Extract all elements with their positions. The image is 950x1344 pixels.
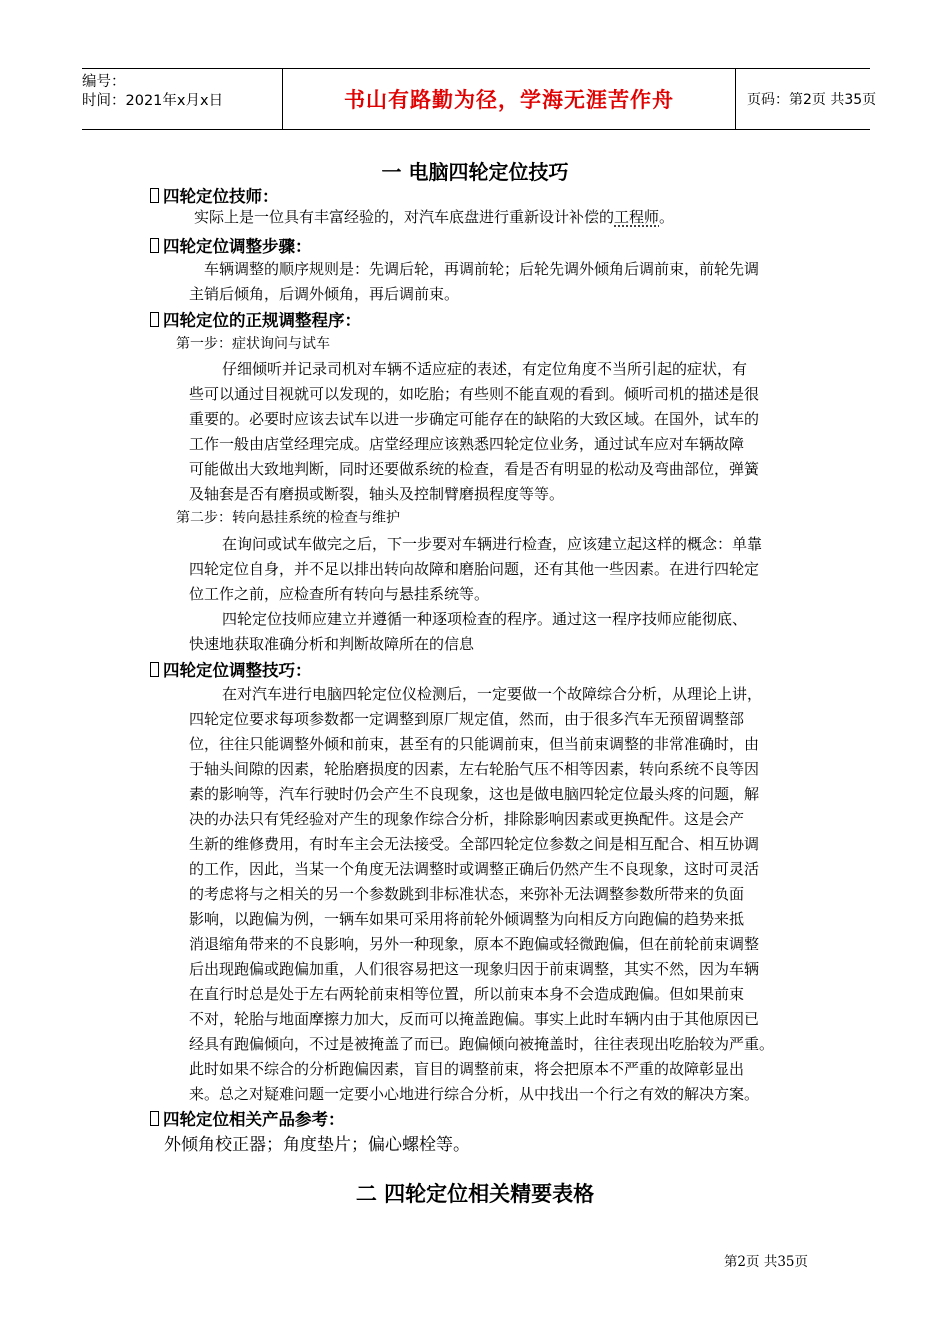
bullet-icon: [150, 238, 159, 253]
skills-line: 素的影响等，汽车行驶时仍会产生不良现象，这也是做电脑四轮定位最头疼的问题，解: [189, 785, 760, 803]
skills-line: 此时如果不综合的分析跑偏因素，盲目的调整前束，将会把原本不严重的故障彰显出: [189, 1060, 745, 1078]
skills-line: 生新的维修费用，有时车主会无法接受。全部四轮定位参数之间是相互配合、相互协调: [189, 835, 760, 853]
technician-text: 实际上是一位具有丰富经验的，对汽车底盘进行重新设计补偿的工程师。: [194, 208, 675, 226]
step1-line: 及轴套是否有磨损或断裂，轴头及控制臂磨损程度等等。: [189, 485, 565, 503]
skills-line: 位，往往只能调整外倾和前束，甚至有的只能调前束，但当前束调整的非常准确时，由: [189, 735, 760, 753]
products-text: 外倾角校正器；角度垫片；偏心螺栓等。: [164, 1135, 470, 1155]
steps-line: 车辆调整的顺序规则是：先调后轮，再调前轮；后轮先调外倾角后调前束，前轮先调: [204, 260, 760, 278]
page-header: [82, 68, 877, 130]
step1-line: 仔细倾听并记录司机对车辆不适应症的表述，有定位角度不当所引起的症状，有: [222, 360, 748, 378]
step1-line: 工作一般由店堂经理完成。店堂经理应该熟悉四轮定位业务，通过试车应对车辆故障: [189, 435, 745, 453]
step2-line: 四轮定位自身，并不足以排出转向故障和磨胎问题，还有其他一些因素。在进行四轮定: [189, 560, 760, 578]
skills-line: 不对，轮胎与地面摩擦力加大，反而可以掩盖跑偏。事实上此时车辆内由于其他原因已: [189, 1010, 760, 1028]
bullet-icon: [150, 312, 159, 327]
heading-procedure: 四轮定位的正规调整程序：: [150, 307, 361, 331]
bullet-icon: [150, 1111, 159, 1126]
step2-line: 位工作之前，应检查所有转向与悬挂系统等。: [189, 585, 490, 603]
heading-technician: 四轮定位技师：: [150, 183, 279, 207]
header-date: 时间：2021年x月x日: [82, 93, 224, 109]
step2-label: 第二步：转向悬挂系统的检查与维护: [176, 510, 400, 526]
heading-steps: 四轮定位调整步骤：: [150, 233, 312, 257]
skills-line: 在对汽车进行电脑四轮定位仪检测后，一定要做一个故障综合分析，从理论上讲，: [222, 685, 763, 703]
skills-line: 经具有跑偏倾向，不过是被掩盖了而已。跑偏倾向被掩盖时，往往表现出吃胎较为严重。: [189, 1035, 775, 1053]
header-page: 页码：第2页 共35页: [747, 92, 877, 108]
step2-line: 快速地获取准确分析和判断故障所在的信息: [189, 635, 475, 653]
skills-line: 四轮定位要求每项参数都一定调整到原厂规定值，然而，由于很多汽车无预留调整部: [189, 710, 745, 728]
header-motto-cell: [282, 69, 736, 129]
step1-line: 重要的。必要时应该去试车以进一步确定可能存在的缺陷的大致区域。在国外，试车的: [189, 410, 760, 428]
heading-skills: 四轮定位调整技巧：: [150, 657, 312, 681]
section2-title: 二 四轮定位相关精要表格: [355, 1182, 595, 1206]
step1-line: 些可以通过目视就可以发现的，如吃胎；有些则不能直观的看到。倾听司机的描述是很: [189, 385, 760, 403]
header-motto: 书山有路勤为径，学海无涯苦作舟: [344, 88, 674, 112]
section1-title: 一 电脑四轮定位技巧: [381, 160, 569, 184]
skills-line: 的工作，因此，当某一个角度无法调整时或调整正确后仍然产生不良现象，这时可灵活: [189, 860, 760, 878]
skills-line: 于轴头间隙的因素，轮胎磨损度的因素，左右轮胎气压不相等因素，转向系统不良等因: [189, 760, 760, 778]
skills-line: 来。总之对疑难问题一定要小心地进行综合分析，从中找出一个行之有效的解决方案。: [189, 1085, 760, 1103]
step2-line: 在询问或试车做完之后，下一步要对车辆进行检查，应该建立起这样的概念：单靠: [222, 535, 763, 553]
skills-line: 决的办法只有凭经验对产生的现象作综合分析，排除影响因素或更换配件。这是会产: [189, 810, 745, 828]
skills-line: 的考虑将与之相关的另一个参数跳到非标准状态，来弥补无法调整参数所带来的负面: [189, 885, 745, 903]
heading-products: 四轮定位相关产品参考：: [150, 1106, 345, 1130]
bullet-icon: [150, 662, 159, 677]
skills-line: 消退缩角带来的不良影响，另外一种现象，原本不跑偏或轻微跑偏，但在前轮前束调整: [189, 935, 760, 953]
bullet-icon: [150, 188, 159, 203]
steps-line: 主销后倾角，后调外倾角，再后调前束。: [189, 285, 460, 303]
header-number: 编号：: [82, 74, 126, 90]
skills-line: 影响，以跑偏为例，一辆车如果可采用将前轮外倾调整为向相反方向跑偏的趋势来抵: [189, 910, 745, 928]
page-footer: 第2页 共35页: [723, 1254, 808, 1270]
step1-label: 第一步：症状询问与试车: [176, 336, 330, 352]
step1-line: 可能做出大致地判断，同时还要做系统的检查，看是否有明显的松动及弯曲部位，弹簧: [189, 460, 760, 478]
header-left: [82, 69, 282, 133]
step2-line: 四轮定位技师应建立并遵循一种逐项检查的程序。通过这一程序技师应能彻底、: [222, 610, 748, 628]
skills-line: 在直行时总是处于左右两轮前束相等位置，所以前束本身不会造成跑偏。但如果前束: [189, 985, 745, 1003]
skills-line: 后出现跑偏或跑偏加重，人们很容易把这一现象归因于前束调整，其实不然，因为车辆: [189, 960, 760, 978]
